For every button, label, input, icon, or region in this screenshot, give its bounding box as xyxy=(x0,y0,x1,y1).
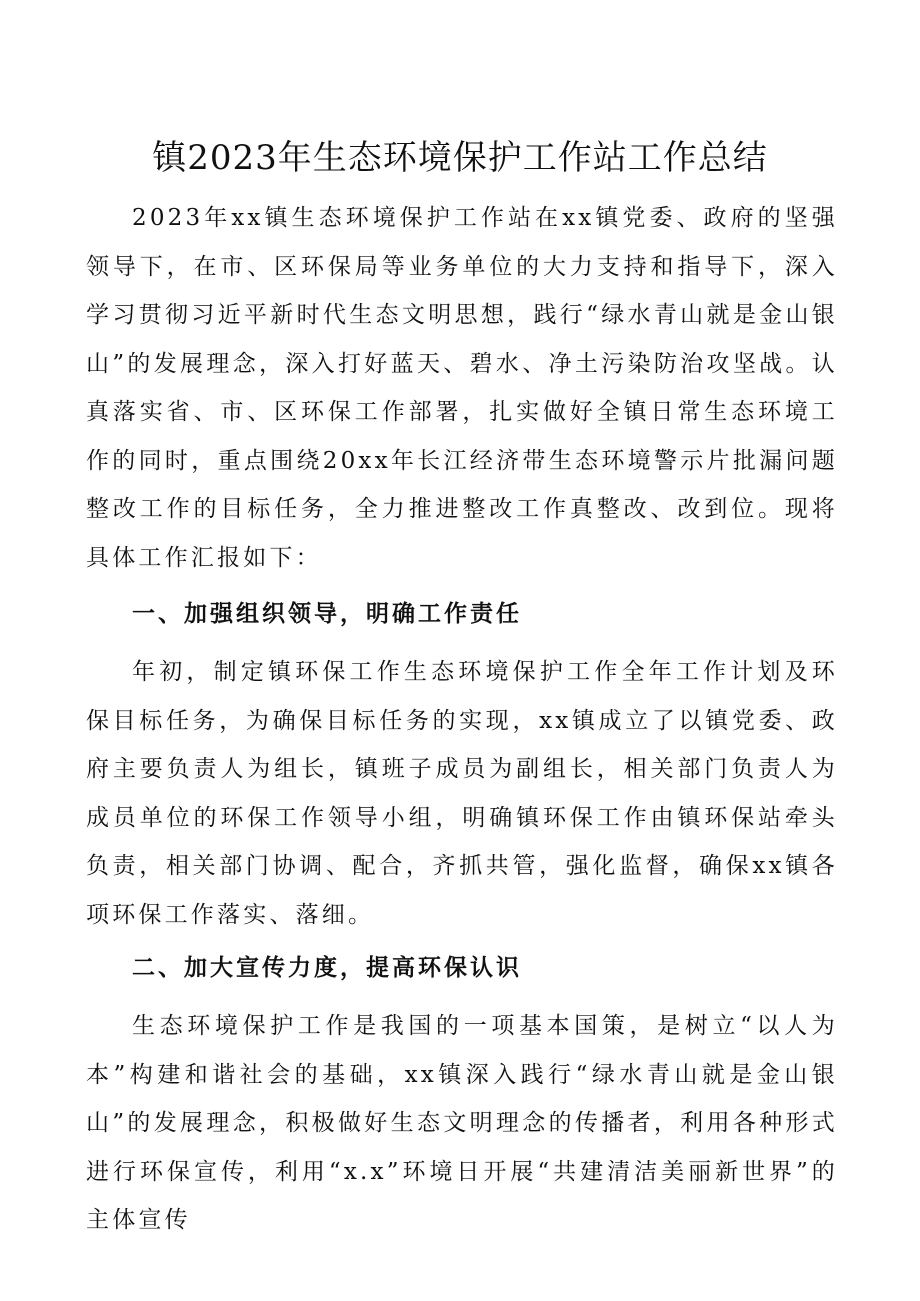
section-1-paragraph: 年初，制定镇环保工作生态环境保护工作全年工作计划及环保目标任务，为确保目标任务的实现，xx镇成立了以镇党委、政府主要负责人为组长，镇班子成员为副组长，相关部门负责人为成员单位的环保工作领导小组，明确镇环保工作由镇环保站牵头负责，相关部门协调、配合，齐抓共管，强化监督，确保xx镇各项环保工作落实、落细。 xyxy=(86,659,838,928)
intro-paragraph: 2023年xx镇生态环境保护工作站在xx镇党委、政府的坚强领导下，在市、区环保局等业务单位的大力支持和指导下，深入学习贯彻习近平新时代生态文明思想，践行“绿水青山就是金山银山”的发展理念，深入打好蓝天、碧水、净土污染防治攻坚战。认真落实省、市、区环保工作部署，扎实做好全镇日常生态环境工作的同时，重点围绕20xx年长江经济带生态环境警示片批漏问题整改工作的目标任务，全力推进整改工作真整改、改到位。现将具体工作汇报如下： xyxy=(86,205,838,571)
section-2-heading: 二、加大宣传力度，提高环保认识 xyxy=(132,954,522,981)
document-title: 镇2023年生态环境保护工作站工作总结 xyxy=(152,138,768,178)
section-1-heading: 一、加强组织领导，明确工作责任 xyxy=(132,600,522,627)
section-2-paragraph: 生态环境保护工作是我国的一项基本国策，是树立“以人为本”构建和谐社会的基础，xx镇深入践行“绿水青山就是金山银山”的发展理念，积极做好生态文明理念的传播者，利用各种形式进行环保宣传，利用“x.x”环境日开展“共建清洁美丽新世界”的主体宣传 xyxy=(86,1013,838,1233)
